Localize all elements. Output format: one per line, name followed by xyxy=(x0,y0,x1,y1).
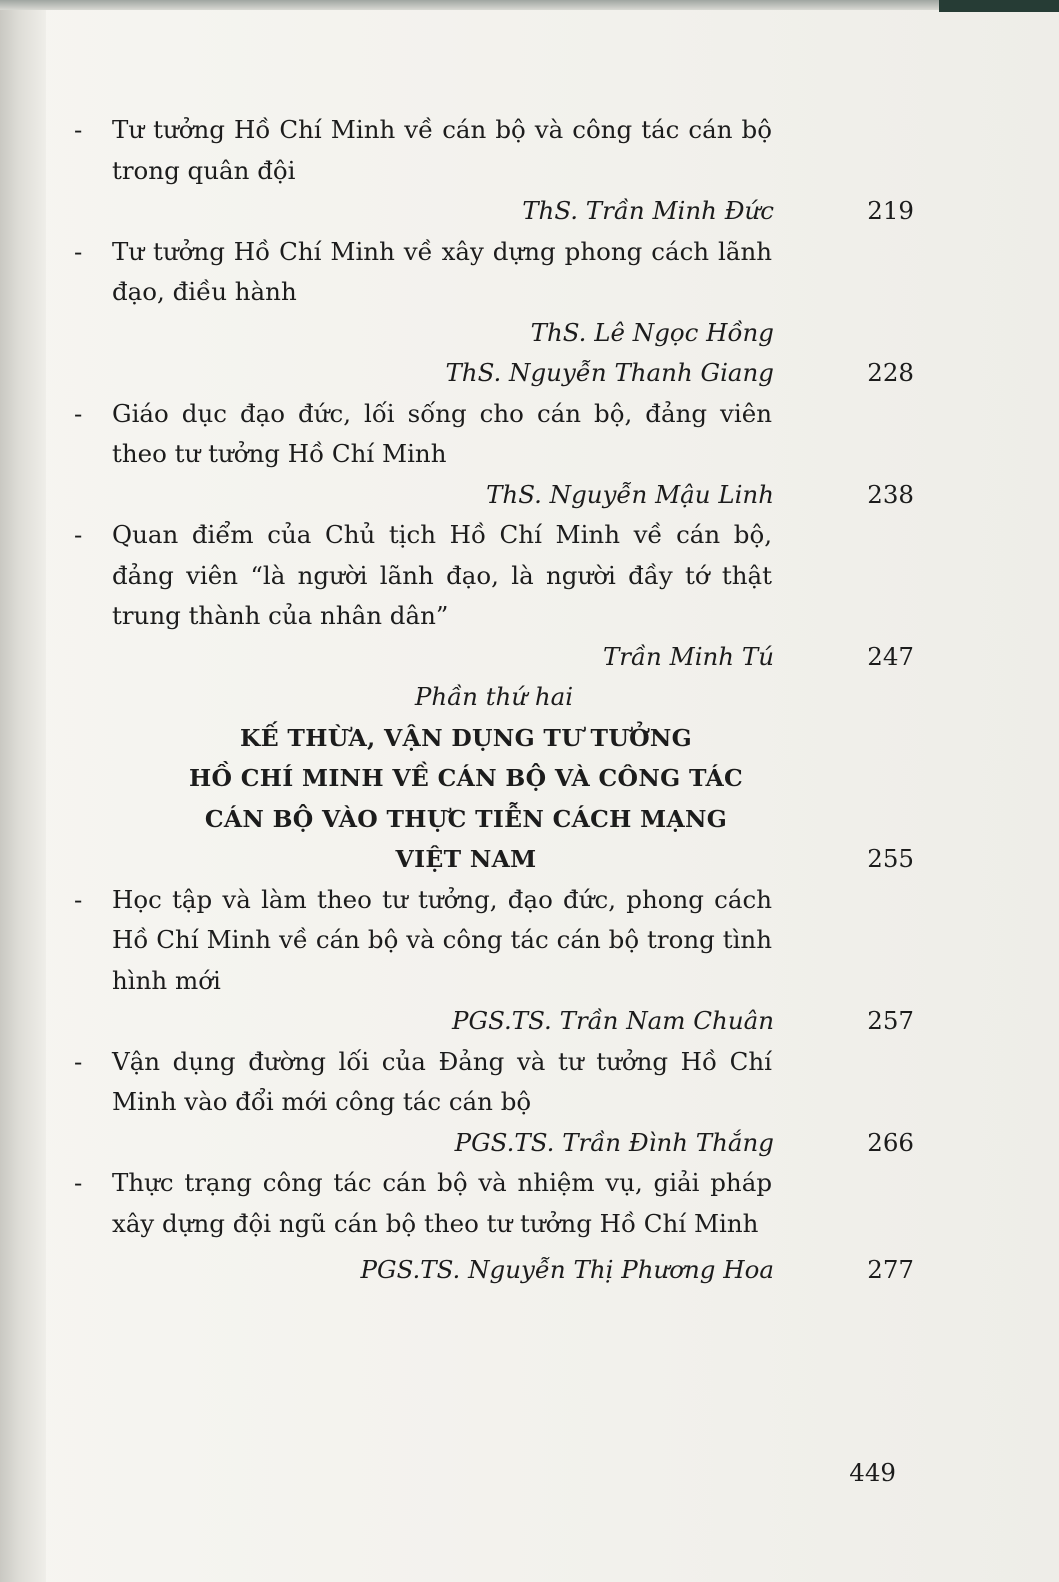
entry-title: Tư tưởng Hồ Chí Minh về xây dựng phong cách lãnh đạo, điều hành xyxy=(112,236,772,306)
entry-author-row xyxy=(74,1001,914,1042)
entry-page-number: 228 xyxy=(867,358,914,387)
page-top-edge xyxy=(0,0,1059,10)
entry-author: PGS.TS. Trần Nam Chuân xyxy=(452,1006,774,1035)
entry-author: ThS. Nguyễn Mậu Linh xyxy=(486,479,774,509)
entry-title: Quan điểm của Chủ tịch Hồ Chí Minh về cán bộ, đảng viên “là người lãnh đạo, là người đầy tớ thật trung thành của nhân dân” xyxy=(112,520,772,630)
entry-page-number: 247 xyxy=(867,641,914,671)
cover-edge xyxy=(939,0,1059,12)
entry-author-row xyxy=(74,353,914,394)
toc-entry xyxy=(74,1163,914,1291)
entry-author: ThS. Lê Ngọc Hồng xyxy=(530,317,774,347)
entry-author-row xyxy=(74,1123,914,1164)
toc-entry xyxy=(74,880,914,1042)
toc-entry xyxy=(74,394,914,516)
entry-page-number: 266 xyxy=(867,1127,914,1157)
section-title-line: VIỆT NAM xyxy=(395,845,537,873)
entry-author: Trần Minh Tú xyxy=(602,641,774,671)
entry-author: PGS.TS. Nguyễn Thị Phương Hoa xyxy=(360,1255,774,1284)
section-page-number: 255 xyxy=(867,844,914,873)
toc-entry xyxy=(74,232,914,394)
entry-title: Tư tưởng Hồ Chí Minh về cán bộ và công tác cán bộ trong quân đội xyxy=(112,115,772,185)
entry-dash: - xyxy=(74,115,83,144)
entry-title: Thực trạng công tác cán bộ và nhiệm vụ, giải pháp xây dựng đội ngũ cán bộ theo tư tưởng Hồ Chí Minh xyxy=(112,1168,772,1238)
entry-title: Học tập và làm theo tư tưởng, đạo đức, phong cách Hồ Chí Minh về cán bộ và công tác cán bộ trong tình hình mới xyxy=(112,884,772,995)
section-title-line: CÁN BỘ VÀO THỰC TIỄN CÁCH MẠNG xyxy=(204,804,728,833)
entry-dash: - xyxy=(74,520,83,549)
entry-dash: - xyxy=(74,1168,83,1197)
table-of-contents xyxy=(74,110,914,1291)
toc-entry xyxy=(74,110,914,232)
entry-page-number: 257 xyxy=(867,1006,914,1035)
toc-entry xyxy=(74,1042,914,1164)
entry-author-row xyxy=(74,475,914,516)
entry-dash: - xyxy=(74,236,83,266)
section-label: Phần thứ hai xyxy=(414,682,574,711)
page-number: 449 xyxy=(849,1458,896,1487)
entry-author-row xyxy=(74,637,914,678)
section-title-last-row xyxy=(74,839,914,880)
entry-author: ThS. Trần Minh Đức xyxy=(522,196,774,225)
entry-author: PGS.TS. Trần Đình Thắng xyxy=(454,1127,774,1157)
entry-title: Giáo dục đạo đức, lối sống cho cán bộ, đảng viên theo tư tưởng Hồ Chí Minh xyxy=(112,398,772,468)
section-title-line: HỒ CHÍ MINH VỀ CÁN BỘ VÀ CÔNG TÁC xyxy=(188,764,743,792)
entry-title: Vận dụng đường lối của Đảng và tư tưởng Hồ Chí Minh vào đổi mới công tác cán bộ xyxy=(112,1046,772,1116)
entry-dash: - xyxy=(74,398,83,428)
page-edge-shadow xyxy=(0,0,46,1582)
entry-author-row xyxy=(74,1250,914,1291)
entry-author: ThS. Nguyễn Thanh Giang xyxy=(445,358,774,387)
entry-page-number: 277 xyxy=(867,1255,914,1284)
entry-author-row xyxy=(74,191,914,232)
entry-dash: - xyxy=(74,1046,83,1076)
entry-page-number: 219 xyxy=(867,196,914,225)
toc-entry xyxy=(74,515,914,677)
section-title-line: KẾ THỪA, VẬN DỤNG TƯ TƯỞNG xyxy=(240,723,692,752)
entry-dash: - xyxy=(74,884,83,914)
entry-page-number: 238 xyxy=(867,479,914,509)
entry-author-row xyxy=(74,313,914,354)
